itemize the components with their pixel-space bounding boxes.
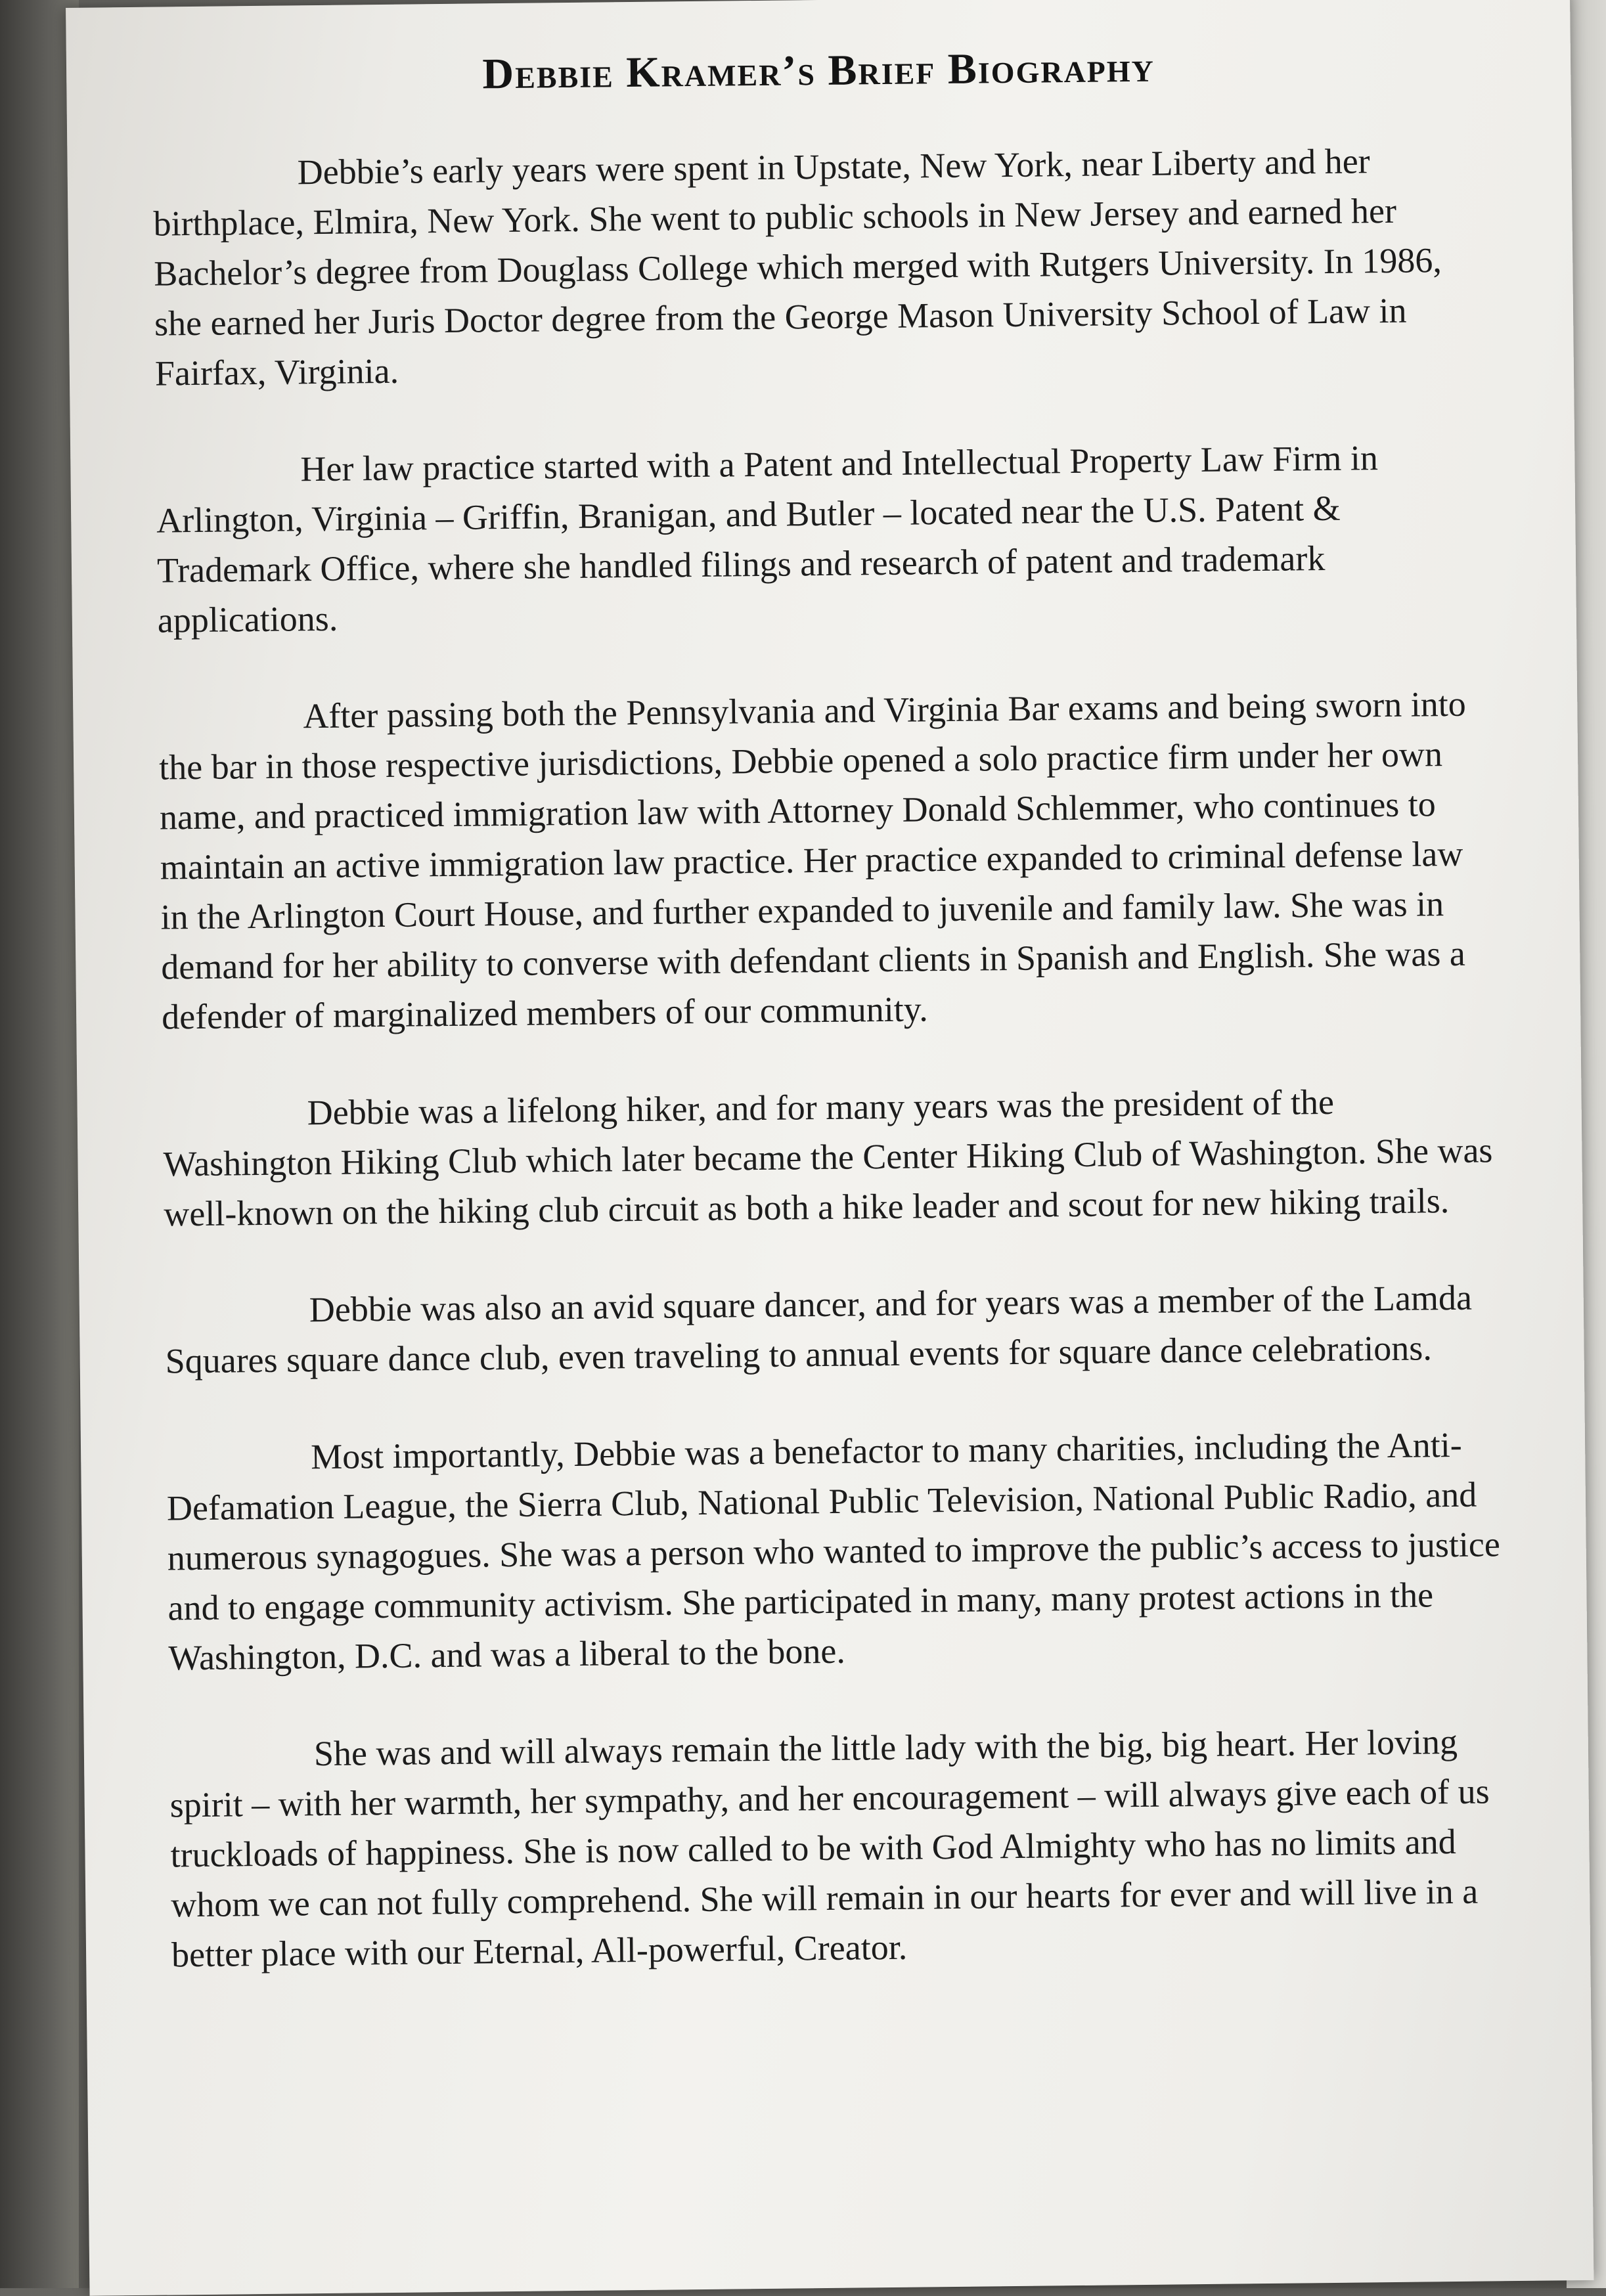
biography-content — [152, 39, 1506, 2027]
paragraph-closing: She was and will always remain the little lady with the big, big heart. Her loving spirit – with her warmth, her sympathy, and her encouragement – will always give each of us truckloads of happiness. She is now called to be with God Almighty who has no limits and whom we can not fully comprehend. She will remain in our hearts for ever and will live in a better place with our Eternal, All-powerful, Creator. — [169, 1721, 1490, 1975]
printed-page — [66, 0, 1594, 2296]
table-surface-left — [0, 0, 79, 2288]
paragraph-hiking: Debbie was a lifelong hiker, and for many years was the president of the Washington Hiking Club which later became the Center Hiking Club of Washington. She was well-known on the hiking club circuit as both a hike leader and scout for new hiking trails. — [163, 1082, 1493, 1234]
paragraph-early-years: Debbie’s early years were spent in Upstate, New York, near Liberty and her birthplace, Elmira, New York. She went to public schools in New Jersey and earned her Bachelor’s degree from Douglass College which merged with Rutgers University. In 1986, she earned her Juris Doctor degree from the George Mason University School of Law in Fairfax, Virginia. — [153, 141, 1442, 393]
paragraph-law-practice: Her law practice started with a Patent and Intellectual Property Law Firm in Arlington, Virginia – Griffin, Branigan, and Butler – located near the U.S. Patent & Trademark Office, where she handled filings and research of patent and trademark applications. — [156, 438, 1379, 640]
paragraph-square-dance: Debbie was also an avid square dancer, and for years was a member of the Lamda Squares square dance club, even traveling to annual events for square dance celebrations. — [165, 1277, 1473, 1381]
paragraph-solo-practice: After passing both the Pennsylvania and Virginia Bar exams and being sworn into the bar in those respective jurisdictions, Debbie opened a solo practice firm under her own name, and practiced immigration law with Attorney Donald Schlemmer, who continues to maintain an active immigration law practice. Her practice expanded to criminal defense law in the Arlington Court House, and further expanded to juvenile and family law. She was in demand for her ability to converse with defendant clients in Spanish and English. She was a defender of marginalized members of our community. — [158, 684, 1467, 1037]
page-title: Debbie Kramer’s Brief Biography — [482, 43, 1155, 99]
paragraph-charities: Most importantly, Debbie was a benefactor to many charities, including the Anti-Defamation League, the Sierra Club, National Public Television, National Public Radio, and numerous synagogues. She was a person who wanted to improve the public’s access to justice and to engage community activism. She participated in many, many protest actions in the Washington, D.C. and was a liberal to the bone. — [166, 1424, 1501, 1678]
